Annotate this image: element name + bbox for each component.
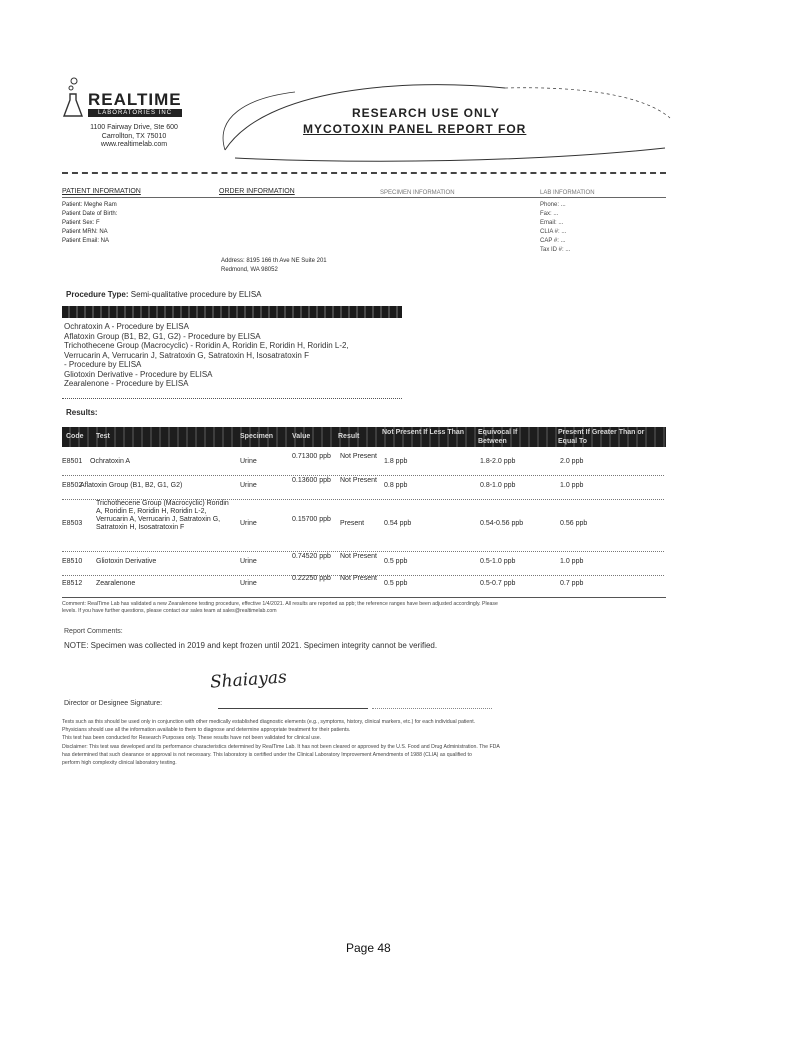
procedure-rule	[62, 398, 402, 399]
col-header-lt: Not Present If Less Than	[382, 429, 465, 436]
procedure-type-value: Semi-qualitative procedure by ELISA	[130, 290, 262, 299]
comment-line2: levels. If you have further questions, please contact our sales team at sales@realtimelab.com	[62, 608, 277, 614]
flask-icon	[62, 76, 84, 120]
cell-test: Zearalenone	[96, 580, 136, 587]
col-header-result: Result	[338, 433, 360, 440]
cell-code: E8501	[62, 458, 83, 465]
cell-code: E8510	[62, 558, 83, 565]
disclaimer-line: Disclaimer: This test was developed and its performance characteristics determined by RealTime Lab. It has not been cleared or approved by the U.S. Food and Drug Administration. The FDA	[62, 743, 500, 750]
cell-eq: 0.5-0.7 ppb	[480, 580, 516, 587]
cell-eq: 1.8-2.0 ppb	[480, 458, 516, 465]
patient-sex: Patient Sex: F	[62, 220, 100, 226]
cell-specimen: Urine	[240, 580, 257, 587]
disclaimers	[62, 718, 678, 767]
page-number: Page 48	[346, 941, 391, 955]
cell-eq: 0.5-1.0 ppb	[480, 558, 516, 565]
patient-email: Patient Email: NA	[62, 238, 110, 244]
cell-eq: 0.54-0.56 ppb	[480, 520, 524, 527]
results-header-row	[62, 427, 666, 447]
cell-test: Gliotoxin Derivative	[96, 558, 157, 565]
cell-specimen: Urine	[240, 520, 257, 527]
report-comments-label: Report Comments:	[64, 628, 123, 635]
lab-contact-block	[540, 202, 570, 254]
cell-test: Trichothecene Group (Macrocyclic) Roridin A, Roridin E, Roridin H, Roridin L-2, Verrucarin A, Verrucarin J, Satratoxin G, Satratoxin H, Isosatratoxin F	[96, 500, 229, 531]
cell-lt: 1.8 ppb	[384, 458, 408, 465]
procedure-item: Trichothecene Group (Macrocyclic) - Roridin A, Roridin E, Roridin H, Roridin L-2,	[64, 341, 349, 350]
procedure-list	[64, 322, 349, 389]
cell-lt: 0.8 ppb	[384, 482, 408, 489]
col-header-code: Code	[66, 433, 84, 440]
section-rule	[62, 197, 666, 198]
cell-value: 0.71300 ppb	[292, 453, 331, 460]
lab-logo	[62, 76, 186, 118]
order-address	[221, 258, 327, 274]
cell-gt: 0.7 ppb	[560, 580, 584, 587]
patient-mrn: Patient MRN: NA	[62, 229, 108, 235]
cell-code: E8512	[62, 580, 83, 587]
disclaimer-line: Physicians should use all the information available to them to diagnose and determine appropriate treatment for their patients.	[62, 727, 351, 734]
order-address-line1: Address: 8195 166 th Ave NE Suite 201	[221, 258, 327, 264]
lab-tax: Tax ID #: ...	[540, 247, 571, 253]
patient-dob: Patient Date of Birth:	[62, 211, 118, 217]
lab-website: www.realtimelab.com	[100, 141, 168, 148]
banner-title: RESEARCH USE ONLY	[352, 106, 500, 120]
cell-gt: 1.0 ppb	[560, 482, 584, 489]
lab-address-line2: Carrollton, TX 75010	[101, 132, 167, 140]
procedure-item: Ochratoxin A - Procedure by ELISA	[64, 322, 189, 331]
table-row	[62, 552, 666, 574]
lab-clia: CLIA #: ...	[540, 229, 567, 235]
col-header-test: Test	[96, 433, 110, 440]
procedure-type	[66, 290, 262, 300]
cell-code: E8502	[62, 482, 83, 489]
procedure-item: Zearalenone - Procedure by ELISA	[64, 379, 189, 388]
cell-test: Aflatoxin Group (B1, B2, G1, G2)	[80, 482, 183, 489]
cell-gt: 2.0 ppb	[560, 458, 584, 465]
cell-result: Not Present	[340, 553, 377, 560]
table-row	[62, 500, 666, 550]
comment-line1: Comment: RealTime Lab has validated a new Zearalenone testing procedure, effective 1/4/2021. All results are reported as ppb; the reference ranges have been adjusted accordingly. Please	[62, 601, 498, 607]
director-signature: Shaiayas	[209, 667, 288, 693]
disclaimer-line: has determined that such clearance or approval is not necessary. This laboratory is certified under the Clinical Laboratory Improvement Amendments of 1988 (CLIA) as qualified to	[62, 751, 472, 758]
patient-block	[62, 202, 117, 245]
lab-address	[64, 124, 204, 150]
specimen-info-header: SPECIMEN INFORMATION	[380, 190, 455, 196]
results-comment	[62, 601, 672, 615]
procedure-item: Aflatoxin Group (B1, B2, G1, G2) - Procedure by ELISA	[64, 331, 261, 341]
order-info-header: ORDER INFORMATION	[219, 188, 295, 195]
table-row	[62, 452, 666, 474]
col-header-specimen: Specimen	[240, 433, 274, 440]
cell-lt: 0.5 ppb	[384, 558, 408, 565]
lab-phone: Phone: ...	[540, 202, 566, 208]
signature-label: Director or Designee Signature:	[64, 700, 163, 707]
cell-eq: 0.8-1.0 ppb	[480, 482, 516, 489]
col-header-eq: Equivocal If Between	[478, 429, 518, 445]
patient-name: Patient: Meghe Ram	[62, 202, 117, 208]
cell-result: Present	[340, 520, 365, 527]
disclaimer-line: This test has been conducted for Research Purposes only. These results have not been validated for clinical use.	[62, 735, 322, 742]
lab-email: Email: ...	[540, 220, 564, 226]
cell-test: Ochratoxin A	[90, 458, 131, 465]
cell-value: 0.22250 ppb	[292, 575, 331, 582]
signature-line-ext	[372, 708, 492, 709]
cell-gt: 1.0 ppb	[560, 558, 584, 565]
cell-specimen: Urine	[240, 558, 257, 565]
cell-result: Not Present	[340, 477, 377, 484]
lab-fax: Fax: ...	[540, 211, 559, 217]
procedure-header-band	[62, 306, 402, 318]
cell-result: Not Present	[340, 453, 377, 460]
table-row	[62, 574, 666, 596]
cell-gt: 0.56 ppb	[560, 520, 588, 527]
lab-subname-band	[88, 109, 182, 117]
disclaimer-line: perform high complexity clinical laboratory testing.	[62, 760, 177, 767]
col-header-gt: Present If Greater Than or Equal To	[558, 429, 645, 445]
cell-value: 0.74520 ppb	[292, 553, 331, 560]
cell-value: 0.13600 ppb	[292, 477, 331, 484]
procedure-type-label: Procedure Type:	[66, 290, 129, 299]
procedure-item: - Procedure by ELISA	[64, 360, 142, 369]
cell-lt: 0.54 ppb	[384, 520, 412, 527]
lab-cap: CAP #: ...	[540, 238, 566, 244]
lab-info-header: LAB INFORMATION	[540, 190, 595, 196]
results-bottom-rule	[62, 597, 666, 598]
report-comments-note: NOTE: Specimen was collected in 2019 and kept frozen until 2021. Specimen integrity cannot be verified.	[64, 641, 438, 650]
signature-line	[218, 708, 368, 709]
cell-specimen: Urine	[240, 482, 257, 489]
lab-name: REALTIME	[88, 90, 182, 109]
cell-value: 0.15700 ppb	[292, 516, 331, 523]
table-row	[62, 476, 666, 498]
banner-subtitle: MYCOTOXIN PANEL REPORT FOR	[303, 122, 527, 136]
cell-specimen: Urine	[240, 458, 257, 465]
lab-subname: LABORATORIES INC	[97, 110, 173, 116]
cell-lt: 0.5 ppb	[384, 580, 408, 587]
disclaimer-line: Tests such as this should be used only in conjunction with other medically established diagnostic elements (e.g., symptoms, history, clinical markers, etc.) for each individual patient.	[62, 719, 476, 725]
procedure-item: Gliotoxin Derivative - Procedure by ELISA	[64, 369, 213, 379]
lab-address-line1: 1100 Fairway Drive, Ste 600	[90, 124, 178, 131]
col-header-value: Value	[292, 433, 311, 440]
patient-info-header: PATIENT INFORMATION	[62, 188, 141, 195]
cell-result: Not Present	[340, 575, 377, 582]
procedure-item: Verrucarin A, Verrucarin J, Satratoxin G, Satratoxin H, Isosatratoxin F	[64, 350, 309, 360]
results-label: Results:	[66, 408, 98, 417]
cell-code: E8503	[62, 520, 83, 527]
order-address-line2: Redmond, WA 98052	[221, 267, 278, 273]
header-rule	[62, 172, 666, 174]
